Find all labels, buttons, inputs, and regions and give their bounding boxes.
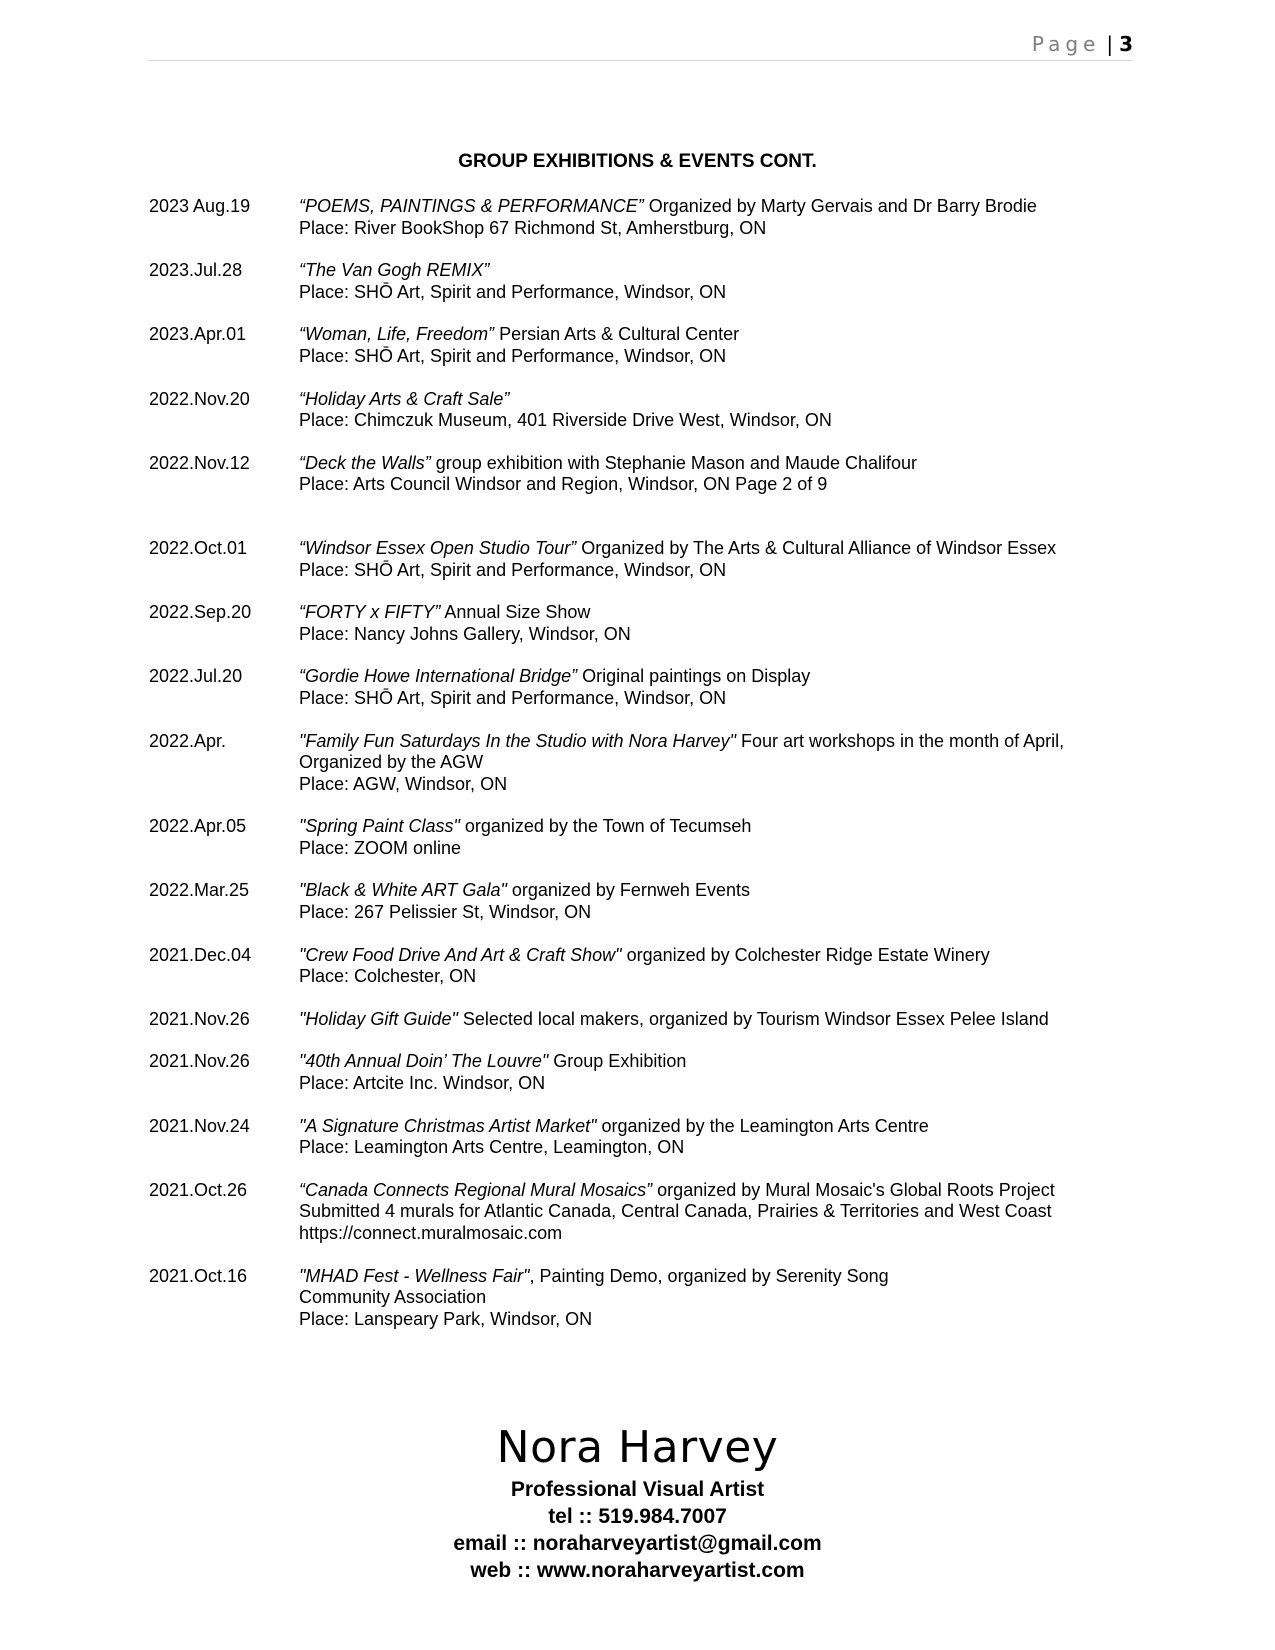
entry-body — [299, 731, 1149, 796]
exhibition-entry — [149, 666, 1149, 709]
exhibition-entry — [149, 731, 1149, 796]
entry-description: organized by Colchester Ridge Estate Winery — [621, 944, 990, 965]
entry-line: Place: Arts Council Windsor and Region, Windsor, ON Page 2 of 9 — [299, 474, 828, 495]
entry-body — [299, 1009, 1149, 1031]
page-number: 3 — [1119, 32, 1133, 56]
exhibition-entry — [149, 945, 1149, 988]
exhibition-entry — [149, 880, 1149, 923]
entry-body — [299, 196, 1149, 239]
entry-description: Organized by The Arts & Cultural Alliance of Windsor Essex — [576, 537, 1057, 558]
entry-line: Place: 267 Pelissier St, Windsor, ON — [299, 902, 592, 923]
entry-description: Organized by Marty Gervais and Dr Barry Brodie — [643, 196, 1037, 216]
entry-body — [299, 945, 1149, 988]
entry-title: “Woman, Life, Freedom” — [299, 324, 495, 345]
entry-body — [299, 1051, 1149, 1094]
entry-description: Group Exhibition — [548, 1051, 687, 1072]
exhibition-entry — [149, 538, 1149, 581]
entry-description: organized by Mural Mosaic's Global Roots Project — [652, 1179, 1055, 1200]
entry-title: “POEMS, PAINTINGS & PERFORMANCE” — [299, 196, 644, 216]
contact-footer — [0, 1420, 1275, 1584]
entry-description: Selected local makers, organized by Tourism Windsor Essex Pelee Island — [457, 1008, 1049, 1029]
entry-body — [299, 260, 1149, 303]
entry-line: Place: ZOOM online — [299, 837, 462, 858]
entry-date: 2022.Apr.05 — [149, 816, 247, 837]
entry-body — [299, 453, 1149, 496]
entry-date: 2021.Dec.04 — [149, 944, 252, 965]
entry-line: Place: SHŌ Art, Spirit and Performance, Windsor, ON — [299, 345, 727, 366]
entry-date: 2021.Nov.26 — [149, 1008, 250, 1029]
exhibition-entry — [149, 260, 1149, 303]
entry-body — [299, 816, 1149, 859]
entry-date: 2021.Oct.26 — [149, 1179, 248, 1200]
exhibition-list — [149, 196, 1149, 1351]
contact-phone: tel :: 519.984.7007 — [548, 1505, 727, 1528]
entry-date: 2022.Sep.20 — [149, 602, 252, 623]
entry-date: 2022.Nov.20 — [149, 388, 250, 409]
exhibition-entry — [149, 816, 1149, 859]
exhibition-entry — [149, 324, 1149, 367]
page-label: Page — [1031, 32, 1101, 56]
entry-line: Place: SHŌ Art, Spirit and Performance, Windsor, ON — [299, 559, 727, 580]
entry-date: 2022.Oct.01 — [149, 537, 248, 558]
entry-title: “Deck the Walls” — [299, 452, 431, 473]
entry-title: “Holiday Arts & Craft Sale” — [299, 388, 510, 409]
exhibition-entry — [149, 1180, 1149, 1245]
entry-line: Place: River BookShop 67 Richmond St, Amherstburg, ON — [299, 217, 767, 238]
section-title: GROUP EXHIBITIONS & EVENTS CONT. — [458, 151, 817, 172]
entry-description: Persian Arts & Cultural Center — [494, 324, 740, 345]
entry-description: Annual Size Show — [440, 602, 591, 623]
entry-body — [299, 602, 1149, 645]
entry-date: 2023 Aug.19 — [149, 196, 251, 216]
entry-description: organized by the Town of Tecumseh — [459, 816, 752, 837]
entry-date: 2022.Jul.20 — [149, 666, 243, 687]
entry-date: 2023.Apr.01 — [149, 324, 247, 345]
entry-line: Place: Nancy Johns Gallery, Windsor, ON — [299, 623, 631, 644]
entry-body — [299, 389, 1149, 432]
entry-body — [299, 880, 1149, 923]
entry-link: https://connect.muralmosaic.com — [299, 1223, 563, 1243]
entry-line: Place: Leamington Arts Centre, Leamington, ON — [299, 1137, 685, 1158]
exhibition-entry — [149, 1009, 1149, 1031]
entry-description: Four art workshops in the month of April, — [735, 730, 1065, 751]
exhibition-entry — [149, 389, 1149, 432]
exhibition-entry — [149, 1116, 1149, 1159]
entry-description: organized by Fernweh Events — [506, 880, 750, 901]
entry-title: “Canada Connects Regional Mural Mosaics” — [299, 1179, 653, 1200]
entry-date: 2023.Jul.28 — [149, 260, 243, 281]
entry-line: Submitted 4 murals for Atlantic Canada, Central Canada, Prairies & Territories and West Coast — [299, 1201, 1052, 1222]
entry-title: "Family Fun Saturdays In the Studio with Nora Harvey" — [299, 730, 736, 751]
page-separator: | — [1106, 32, 1114, 56]
entry-line: Organized by the AGW — [299, 752, 484, 773]
exhibition-entry — [149, 453, 1149, 496]
entry-date: 2021.Nov.24 — [149, 1115, 250, 1136]
exhibition-entry — [149, 602, 1149, 645]
entry-title: "MHAD Fest - Wellness Fair" — [299, 1265, 530, 1286]
entry-title: "A Signature Christmas Artist Market" — [299, 1115, 597, 1136]
entry-title: "Crew Food Drive And Art & Craft Show" — [299, 944, 622, 965]
entry-line: Place: AGW, Windsor, ON — [299, 773, 508, 794]
entry-body — [299, 324, 1149, 367]
entry-title: “FORTY x FIFTY” — [299, 602, 441, 623]
entry-date: 2022.Nov.12 — [149, 452, 250, 473]
entry-description: organized by the Leamington Arts Centre — [596, 1115, 929, 1136]
entry-title: "Black & White ART Gala" — [299, 880, 507, 901]
entry-line: Place: Chimczuk Museum, 401 Riverside Drive West, Windsor, ON — [299, 410, 832, 431]
entry-title: “The Van Gogh REMIX” — [299, 260, 490, 281]
entry-body — [299, 666, 1149, 709]
contact-website: web :: www.noraharveyartist.com — [470, 1559, 805, 1582]
entry-date: 2021.Nov.26 — [149, 1051, 250, 1072]
entry-description: group exhibition with Stephanie Mason and Maude Chalifour — [430, 452, 918, 473]
entry-date: 2022.Apr. — [149, 730, 227, 751]
entry-line: Community Association — [299, 1287, 487, 1308]
entry-title: “Windsor Essex Open Studio Tour” — [299, 537, 577, 558]
entry-body — [299, 1266, 1149, 1331]
entry-date: 2021.Oct.16 — [149, 1265, 248, 1286]
artist-name: Nora Harvey — [496, 1422, 779, 1473]
exhibition-entry — [149, 196, 1149, 239]
exhibition-entry — [149, 1266, 1149, 1331]
entry-body — [299, 1116, 1149, 1159]
artist-role: Professional Visual Artist — [510, 1478, 765, 1501]
entry-body — [299, 538, 1149, 581]
entry-body — [299, 1180, 1149, 1245]
exhibition-entry — [149, 1051, 1149, 1094]
entry-title: "Spring Paint Class" — [299, 816, 460, 837]
entry-line: Place: Lanspeary Park, Windsor, ON — [299, 1308, 593, 1329]
contact-email: email :: noraharveyartist@gmail.com — [453, 1532, 822, 1555]
entry-description: , Painting Demo, organized by Serenity Song — [529, 1265, 889, 1286]
entry-description: Original paintings on Display — [577, 666, 811, 687]
entry-line: Place: Artcite Inc. Windsor, ON — [299, 1073, 546, 1094]
entry-date: 2022.Mar.25 — [149, 880, 250, 901]
entry-line: Place: Colchester, ON — [299, 966, 477, 987]
entry-title: “Gordie Howe International Bridge” — [299, 666, 578, 687]
entry-line: Place: SHŌ Art, Spirit and Performance, Windsor, ON — [299, 281, 727, 302]
page-header — [148, 28, 1133, 61]
entry-title: "Holiday Gift Guide" — [299, 1008, 458, 1029]
entry-line: Place: SHŌ Art, Spirit and Performance, Windsor, ON — [299, 687, 727, 708]
entry-title: "40th Annual Doin’ The Louvre" — [299, 1051, 549, 1072]
